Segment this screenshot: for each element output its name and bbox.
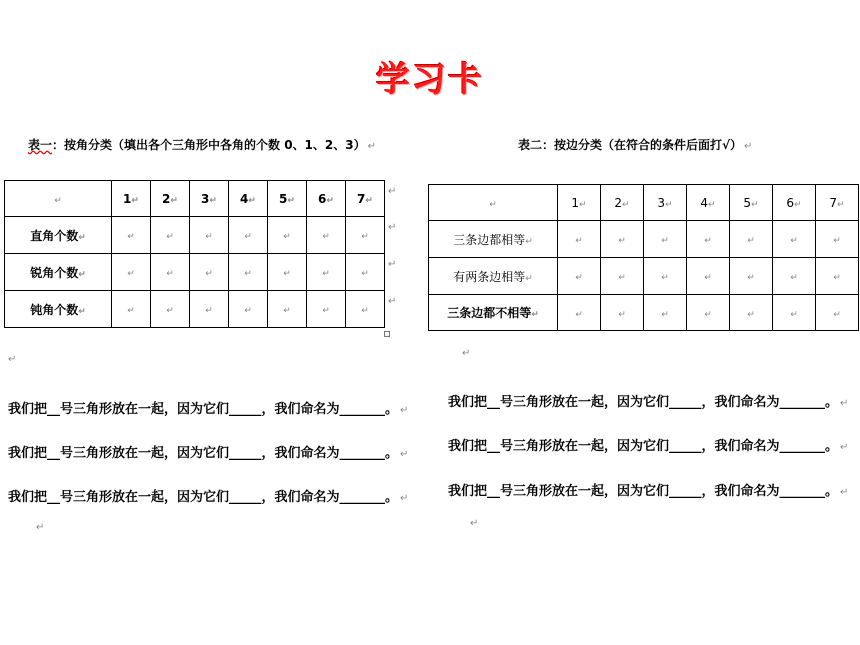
paragraph-mark: ↵ xyxy=(744,141,753,152)
column-header: 4↵ xyxy=(687,185,730,221)
page-title: 学习卡 xyxy=(376,60,484,100)
answer-cell[interactable]: ↵ xyxy=(307,254,346,291)
answer-cell[interactable]: ↵ xyxy=(558,295,601,331)
answer-cell[interactable]: ↵ xyxy=(151,254,190,291)
column-header: 2↵ xyxy=(601,185,644,221)
answer-cell[interactable]: ↵ xyxy=(816,221,859,258)
answer-cell[interactable]: ↵ xyxy=(816,295,859,331)
column-header: 7↵ xyxy=(816,185,859,221)
answer-cell[interactable]: ↵ xyxy=(112,291,151,328)
answer-cell[interactable]: ↵ xyxy=(601,221,644,258)
fill-in-sentence: 我们把__号三角形放在一起，因为它们_____，我们命名为_______。 ↵ xyxy=(448,395,849,410)
answer-cell[interactable]: ↵ xyxy=(151,217,190,254)
row-end-mark: ↵ xyxy=(388,296,397,307)
answer-cell[interactable]: ↵ xyxy=(229,217,268,254)
paragraph-mark: ↵ xyxy=(367,141,376,152)
row-end-mark: ↵ xyxy=(388,259,397,270)
answer-cell[interactable]: ↵ xyxy=(730,295,773,331)
corner-cell: ↵ xyxy=(429,185,558,221)
answer-cell[interactable]: ↵ xyxy=(229,291,268,328)
fill-in-sentence: 我们把__号三角形放在一起，因为它们_____，我们命名为_______。 ↵ xyxy=(8,402,409,417)
row-end-mark: ↵ xyxy=(388,222,397,233)
row-label: 三条边都相等↵ xyxy=(429,221,558,258)
answer-cell[interactable]: ↵ xyxy=(346,291,385,328)
empty-paragraph-mark: ↵ xyxy=(8,354,17,365)
table-header-row xyxy=(429,185,859,221)
table-row xyxy=(5,291,385,328)
answer-cell[interactable]: ↵ xyxy=(558,258,601,295)
column-header: 3↵ xyxy=(190,181,229,217)
table-header-row xyxy=(5,181,385,217)
answer-cell[interactable]: ↵ xyxy=(644,258,687,295)
side-classification-table xyxy=(428,184,859,331)
answer-cell[interactable]: ↵ xyxy=(151,291,190,328)
column-header: 1↵ xyxy=(112,181,151,217)
answer-cell[interactable]: ↵ xyxy=(601,295,644,331)
table1-caption-prefix: 表一 xyxy=(28,138,53,152)
answer-cell[interactable]: ↵ xyxy=(773,258,816,295)
answer-cell[interactable]: ↵ xyxy=(190,254,229,291)
column-header: 6↵ xyxy=(307,181,346,217)
answer-cell[interactable]: ↵ xyxy=(190,217,229,254)
empty-paragraph-mark: ↵ xyxy=(470,518,479,529)
column-header: 5↵ xyxy=(268,181,307,217)
answer-cell[interactable]: ↵ xyxy=(307,217,346,254)
answer-cell[interactable]: ↵ xyxy=(644,295,687,331)
answer-cell[interactable]: ↵ xyxy=(112,254,151,291)
answer-cell[interactable]: ↵ xyxy=(730,258,773,295)
answer-cell[interactable]: ↵ xyxy=(773,221,816,258)
answer-cell[interactable]: ↵ xyxy=(346,217,385,254)
answer-cell[interactable]: ↵ xyxy=(268,217,307,254)
column-header: 4↵ xyxy=(229,181,268,217)
table-row xyxy=(5,217,385,254)
answer-cell[interactable]: ↵ xyxy=(229,254,268,291)
answer-cell[interactable]: ↵ xyxy=(687,295,730,331)
answer-cell[interactable]: ↵ xyxy=(307,291,346,328)
fill-in-sentence: 我们把__号三角形放在一起，因为它们_____，我们命名为_______。 ↵ xyxy=(448,484,849,499)
column-header: 5↵ xyxy=(730,185,773,221)
row-label: 钝角个数↵ xyxy=(5,291,112,328)
corner-cell: ↵ xyxy=(5,181,112,217)
answer-cell[interactable]: ↵ xyxy=(558,221,601,258)
fill-in-sentence: 我们把__号三角形放在一起，因为它们_____，我们命名为_______。 ↵ xyxy=(8,446,409,461)
answer-cell[interactable]: ↵ xyxy=(190,291,229,328)
table-resize-handle[interactable] xyxy=(384,331,390,337)
fill-in-sentence: 我们把__号三角形放在一起，因为它们_____，我们命名为_______。 ↵ xyxy=(8,490,409,505)
answer-cell[interactable]: ↵ xyxy=(644,221,687,258)
fill-in-sentence: 我们把__号三角形放在一起，因为它们_____，我们命名为_______。 ↵ xyxy=(448,439,849,454)
table-row xyxy=(5,254,385,291)
angle-classification-table xyxy=(4,180,385,328)
table1-caption-text: ：按角分类（填出各个三角形中各角的个数 0、1、2、3） xyxy=(52,138,366,152)
answer-cell[interactable]: ↵ xyxy=(687,221,730,258)
column-header: 6↵ xyxy=(773,185,816,221)
answer-cell[interactable]: ↵ xyxy=(268,254,307,291)
column-header: 2↵ xyxy=(151,181,190,217)
answer-cell[interactable]: ↵ xyxy=(687,258,730,295)
empty-paragraph-mark: ↵ xyxy=(36,522,45,533)
row-label: 锐角个数↵ xyxy=(5,254,112,291)
answer-cell[interactable]: ↵ xyxy=(816,258,859,295)
table-row xyxy=(429,295,859,331)
row-label: 直角个数↵ xyxy=(5,217,112,254)
empty-paragraph-mark: ↵ xyxy=(462,348,471,359)
table2-caption-text: 表二：按边分类（在符合的条件后面打√） xyxy=(518,138,743,152)
table1-caption xyxy=(28,136,376,153)
answer-cell[interactable]: ↵ xyxy=(601,258,644,295)
row-label: 有两条边相等↵ xyxy=(429,258,558,295)
table2-caption xyxy=(518,136,752,153)
column-header: 3↵ xyxy=(644,185,687,221)
answer-cell[interactable]: ↵ xyxy=(730,221,773,258)
answer-cell[interactable]: ↵ xyxy=(346,254,385,291)
row-label: 三条边都不相等↵ xyxy=(429,295,558,331)
answer-cell[interactable]: ↵ xyxy=(268,291,307,328)
table-row xyxy=(429,258,859,295)
answer-cell[interactable]: ↵ xyxy=(112,217,151,254)
column-header: 7↵ xyxy=(346,181,385,217)
column-header: 1↵ xyxy=(558,185,601,221)
table-row xyxy=(429,221,859,258)
row-end-mark: ↵ xyxy=(388,186,397,197)
answer-cell[interactable]: ↵ xyxy=(773,295,816,331)
